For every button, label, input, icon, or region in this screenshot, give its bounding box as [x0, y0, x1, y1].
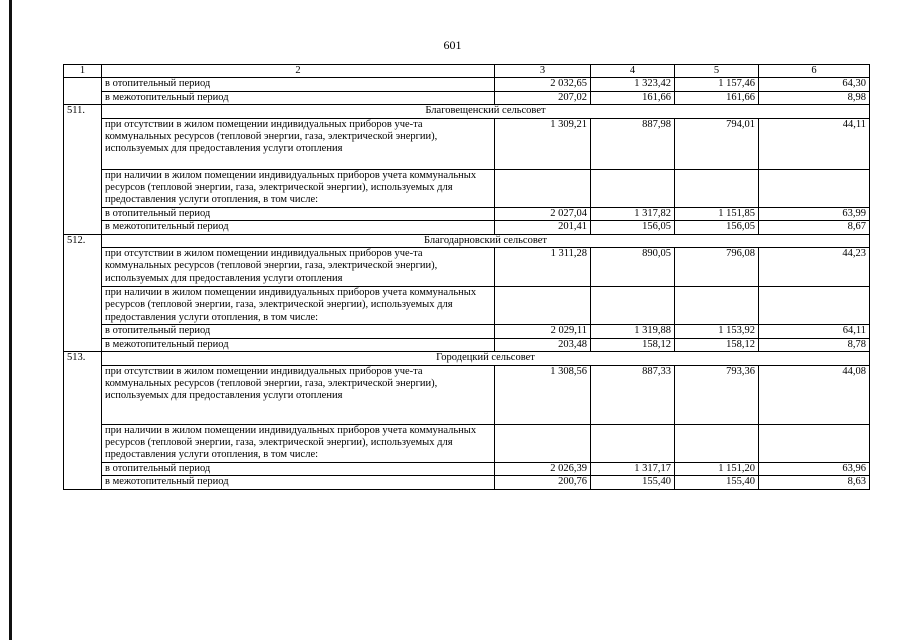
cell-value: 1 153,92 — [675, 325, 759, 338]
tariff-table — [63, 64, 870, 490]
cell-value: 64,30 — [759, 78, 870, 91]
table-row — [64, 287, 870, 325]
table-row — [64, 118, 870, 169]
cell-value: 1 157,46 — [675, 78, 759, 91]
table-row — [64, 365, 870, 424]
empty-cell — [675, 424, 759, 462]
row-label: в отопительный период — [102, 462, 495, 475]
section-title: Городецкий сельсовет — [102, 352, 870, 365]
cell-value: 44,11 — [759, 118, 870, 169]
cell-value: 158,12 — [675, 338, 759, 351]
section-title: Благовещенский сельсовет — [102, 105, 870, 118]
row-label: в отопительный период — [102, 325, 495, 338]
row-label: при отсутствии в жилом помещении индивидуальных приборов уче-та коммунальных ресурсов (тепловой энергии, газа, электрической энергии), используемых для предоставления услуги отопления — [102, 248, 495, 287]
cell-value: 200,76 — [495, 476, 591, 489]
table-row — [64, 476, 870, 489]
cell-value: 64,11 — [759, 325, 870, 338]
cell-value: 890,05 — [591, 248, 675, 287]
empty-cell — [759, 424, 870, 462]
cell-value: 156,05 — [675, 221, 759, 234]
header-row — [64, 65, 870, 78]
header-col-1: 1 — [64, 65, 102, 78]
cell-value: 156,05 — [591, 221, 675, 234]
section-title: Благодарновский сельсовет — [102, 234, 870, 247]
cell-value: 1 309,21 — [495, 118, 591, 169]
cell-value: 2 029,11 — [495, 325, 591, 338]
table-row — [64, 91, 870, 104]
table-row — [64, 221, 870, 234]
row-label: в отопительный период — [102, 207, 495, 220]
empty-cell — [591, 169, 675, 207]
header-col-3: 3 — [495, 65, 591, 78]
section-title-row — [64, 234, 870, 247]
cell-value: 155,40 — [591, 476, 675, 489]
cell-value: 8,98 — [759, 91, 870, 104]
header-col-4: 4 — [591, 65, 675, 78]
cell-value: 1 319,88 — [591, 325, 675, 338]
cell-value: 887,33 — [591, 365, 675, 424]
empty-cell — [495, 424, 591, 462]
cell-value: 796,08 — [675, 248, 759, 287]
row-label: в межотопительный период — [102, 91, 495, 104]
cell-value: 161,66 — [591, 91, 675, 104]
cell-value: 1 308,56 — [495, 365, 591, 424]
header-col-6: 6 — [759, 65, 870, 78]
empty-cell — [591, 287, 675, 325]
header-col-2: 2 — [102, 65, 495, 78]
row-label: при отсутствии в жилом помещении индивидуальных приборов уче-та коммунальных ресурсов (тепловой энергии, газа, электрической энергии), используемых для предоставления услуги отопления — [102, 118, 495, 169]
row-label: при наличии в жилом помещении индивидуальных приборов учета коммунальных ресурсов (тепловой энергии, газа, электрической энергии), используемых для предоставления услуги отопления, в том числе: — [102, 424, 495, 462]
section-number: 512. — [64, 234, 102, 351]
row-label: в отопительный период — [102, 78, 495, 91]
cell-value: 44,23 — [759, 248, 870, 287]
cell-value: 8,78 — [759, 338, 870, 351]
page-number: 601 — [443, 38, 462, 52]
header-col-5: 5 — [675, 65, 759, 78]
row-label: в межотопительный период — [102, 338, 495, 351]
empty-cell — [759, 287, 870, 325]
table-row — [64, 424, 870, 462]
cell-value: 1 317,82 — [591, 207, 675, 220]
row-label: в межотопительный период — [102, 221, 495, 234]
cell-value: 1 151,20 — [675, 462, 759, 475]
table-row — [64, 248, 870, 287]
cell-value: 2 027,04 — [495, 207, 591, 220]
cell-value: 2 032,65 — [495, 78, 591, 91]
table-row — [64, 338, 870, 351]
cell-value: 793,36 — [675, 365, 759, 424]
cell-value: 2 026,39 — [495, 462, 591, 475]
cell-value: 158,12 — [591, 338, 675, 351]
row-label: в межотопительный период — [102, 476, 495, 489]
row-label: при наличии в жилом помещении индивидуальных приборов учета коммунальных ресурсов (тепловой энергии, газа, электрической энергии), используемых для предоставления услуги отопления, в том числе: — [102, 287, 495, 325]
cell-value: 155,40 — [675, 476, 759, 489]
empty-num-cell — [64, 78, 102, 105]
cell-value: 1 317,17 — [591, 462, 675, 475]
table-row — [64, 169, 870, 207]
table-row — [64, 207, 870, 220]
section-number: 511. — [64, 105, 102, 234]
empty-cell — [495, 169, 591, 207]
table-row — [64, 462, 870, 475]
cell-value: 1 151,85 — [675, 207, 759, 220]
section-number: 513. — [64, 352, 102, 489]
binder-edge-line — [9, 0, 12, 640]
cell-value: 8,67 — [759, 221, 870, 234]
cell-value: 161,66 — [675, 91, 759, 104]
cell-value: 207,02 — [495, 91, 591, 104]
section-title-row — [64, 352, 870, 365]
cell-value: 44,08 — [759, 365, 870, 424]
cell-value: 203,48 — [495, 338, 591, 351]
section-title-row — [64, 105, 870, 118]
empty-cell — [591, 424, 675, 462]
cell-value: 63,96 — [759, 462, 870, 475]
cell-value: 887,98 — [591, 118, 675, 169]
empty-cell — [675, 169, 759, 207]
empty-cell — [759, 169, 870, 207]
row-label: при отсутствии в жилом помещении индивидуальных приборов уче-та коммунальных ресурсов (тепловой энергии, газа, электрической энергии), используемых для предоставления услуги отопления — [102, 365, 495, 424]
cell-value: 794,01 — [675, 118, 759, 169]
row-label: при наличии в жилом помещении индивидуальных приборов учета коммунальных ресурсов (тепловой энергии, газа, электрической энергии), используемых для предоставления услуги отопления, в том числе: — [102, 169, 495, 207]
cell-value: 1 323,42 — [591, 78, 675, 91]
table-row — [64, 325, 870, 338]
empty-cell — [495, 287, 591, 325]
empty-cell — [675, 287, 759, 325]
cell-value: 63,99 — [759, 207, 870, 220]
cell-value: 201,41 — [495, 221, 591, 234]
cell-value: 1 311,28 — [495, 248, 591, 287]
cell-value: 8,63 — [759, 476, 870, 489]
table-row — [64, 78, 870, 91]
